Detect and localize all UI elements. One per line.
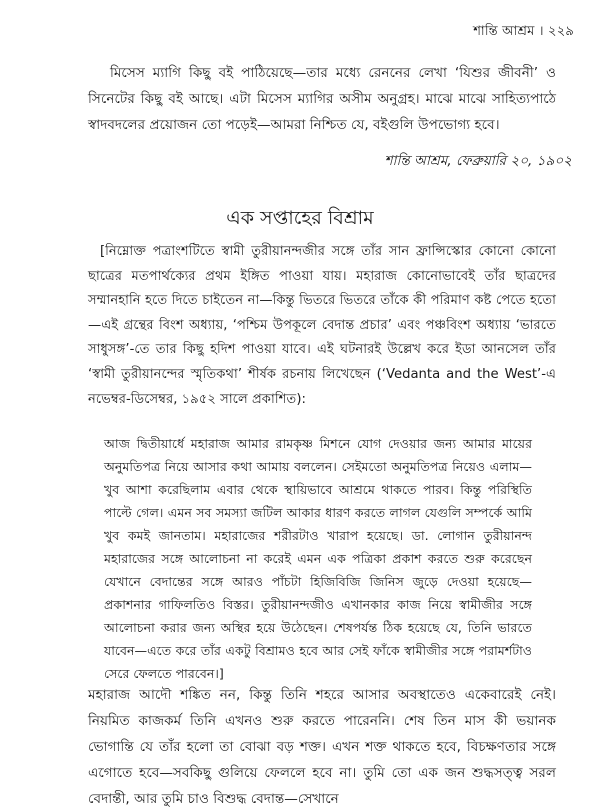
block-quote-text: আজ দ্বিতীয়ার্ধে মহারাজ আমার রামকৃষ্ণ মিশনে যোগ দেওয়ার জন্য আমার মায়ের অনুমতিপত্র নিয়ে আসার কথা আমায় বললেন। সেইমতো অনুমতিপত্র নিয়েও এলাম—খুব আশা করেছিলাম এবার থেকে স্থায়িভাবে আশ্রমে থাকতে পারব। কিন্তু পরিস্থিতি পাল্টে গেল। এমন সব সমস্যা জটিল আকার ধারণ করতে লাগল যেগুলি সম্পর্কে আমি খুব কমই জানতাম। মহারাজের শরীরটাও খারাপ হয়েছে। ডা. লোগান তুরীয়ানন্দ মহারাজের সঙ্গে আলোচনা না করেই এমন এক পত্রিকা প্রকাশ করতে শুরু করেছেন যেখানে বেদান্তের সঙ্গে আরও পাঁচটা হিজিবিজি জিনিস জুড়ে দেওয়া হয়েছে—প্রকাশনার গাফিলতিও বিস্তর। তুরীয়ানন্দজীও এখানকার কাজ নিয়ে স্বামীজীর সঙ্গে আলোচনা করার জন্য অস্থির হয়ে উঠেছেন। শেষপর্যন্ত ঠিক হয়েছে যে, তিনি ভারতে যাবেন—এতে করে তাঁর একটু বিশ্রামও হবে আর সেই ফাঁকে স্বামীজীর সঙ্গে পরামর্শটাও সেরে ফেলতে পারবেন।] xyxy=(104,436,532,681)
letter-paragraph: মিসেস ম্যাগি কিছু বই পাঠিয়েছে—তার মধ্যে রেননের লেখা ‘যিশুর জীবনী’ ও সিনেটের কিছু বই আছে। এটা মিসেস ম্যাগির অসীম অনুগ্রহ। মাঝে মাঝে সাহিত্যপাঠে স্বাদবদলের প্রয়োজন তো পড়েই—আমরা নিশ্চিত যে, বইগুলি উপভোগ্য হবে। xyxy=(88,65,556,133)
letter-signoff: শান্তি আশ্রম, ফেব্রুয়ারি ২০, ১৯০২ xyxy=(384,153,572,169)
section-title: এক সপ্তাহের বিশ্রাম xyxy=(226,207,374,229)
block-quote xyxy=(104,432,532,685)
editor-note xyxy=(88,240,556,412)
editor-note-text: [নিম্নোক্ত পত্রাংশটিতে স্বামী তুরীয়ানন্দজীর সঙ্গে তাঁর সান ফ্রান্সিস্কোর কোনো কোনো ছাত্রের মতপার্থক্যের প্রথম ইঙ্গিত পাওয়া যায়। মহারাজ কোনোভাবেই তাঁর ছাত্রদের সম্মানহানি হতে দিতে চাইতেন না—কিন্তু ভিতরে ভিতরে তাঁকে কী পরিমাণ কষ্ট পেতে হতো—এই গ্রন্থের বিংশ অধ্যায়, ‘পশ্চিম উপকূলে বেদান্ত প্রচার’ এবং পঞ্চবিংশ অধ্যায় ‘ভারতে সাধুসঙ্গ’-তে তার কিছু হদিশ পাওয়া যাবে। এই ঘটনারই উল্লেখ করে ইডা আনসেল তাঁর ‘স্বামী তুরীয়ানন্দের স্মৃতিকথা’ শীর্ষক রচনায় লিখেছেন (‘Vedanta and the West’-এ নভেম্বর-ডিসেম্বর, ১৯৫২ সালে প্রকাশিত): xyxy=(88,244,556,407)
continued-paragraph: মহারাজ আদৌ শঙ্কিত নন, কিন্তু তিনি শহরে আসার অবস্থাতেও একেবারেই নেই। নিয়মিত কাজকর্ম তিনি এখনও শুরু করতে পারেননি। শেষ তিন মাস কী ভয়ানক ভোগান্তি যে তাঁর হলো তা বোঝা বড় শক্ত। এখন শক্ত থাকতে হবে, বিচক্ষণতার সঙ্গে এগোতে হবে—সবকিছু গুলিয়ে ফেললে হবে না। তুমি তো এক জন শুদ্ধসত্ত্ব সরল বেদান্তী, আর তুমি চাও বিশুদ্ধ বেদান্ত—সেখানে xyxy=(88,687,556,807)
running-header: শান্তি আশ্রম । ২২৯ xyxy=(473,24,574,39)
